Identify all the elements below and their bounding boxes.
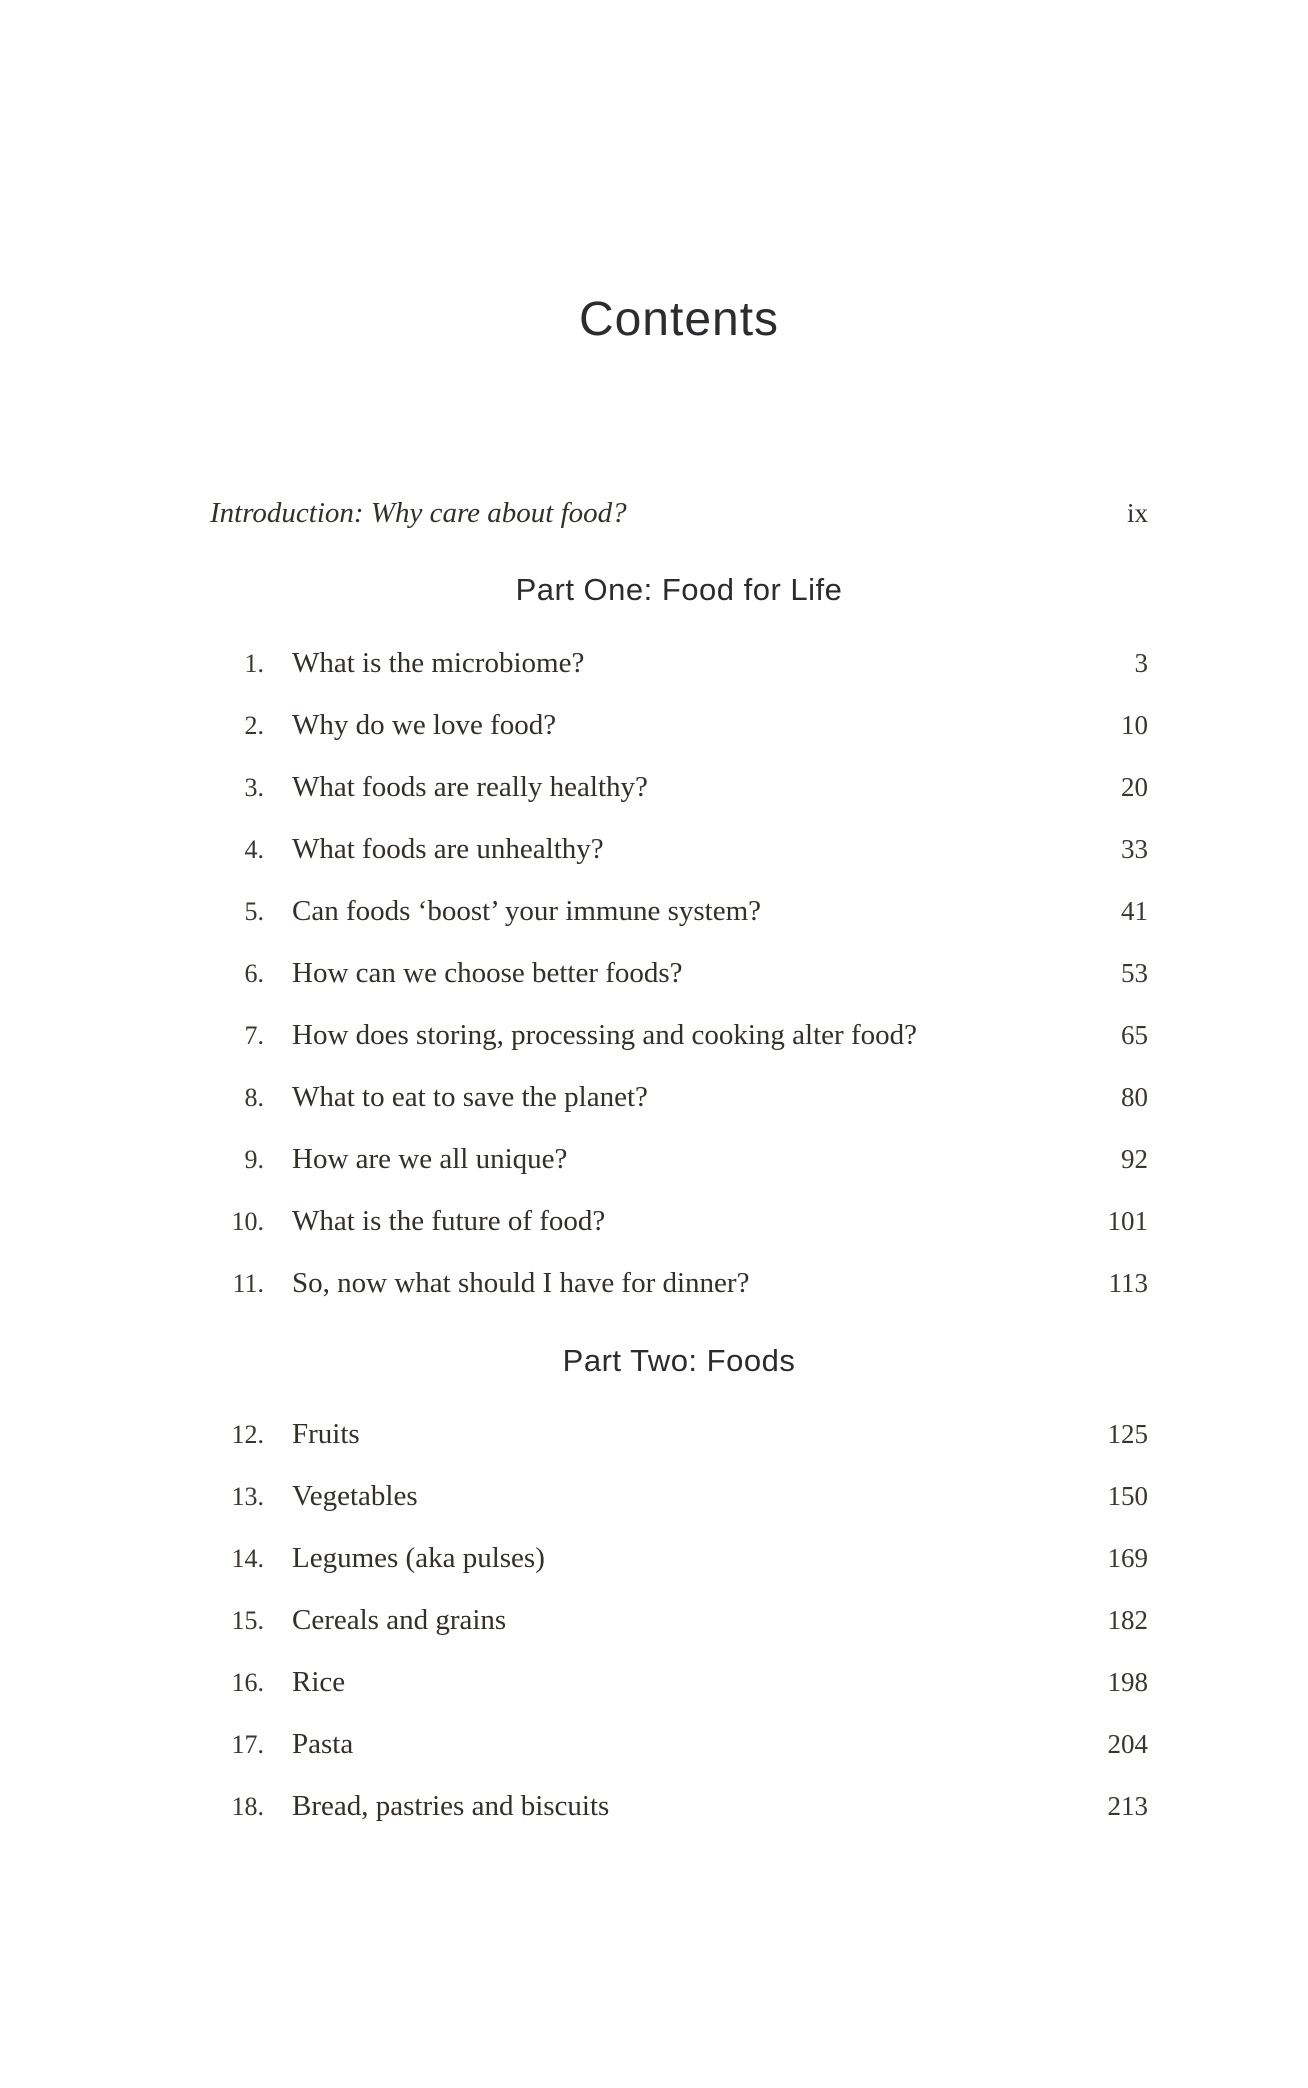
toc-entry <box>210 1665 1148 1700</box>
entry-title: Rice <box>292 1666 346 1698</box>
entry-title: Vegetables <box>292 1480 418 1512</box>
entry-number: 10. <box>231 1207 264 1236</box>
toc-entry <box>210 956 1148 991</box>
entry-number: 9. <box>244 1145 264 1174</box>
entry-page-number: 20 <box>1121 772 1148 802</box>
entry-number: 12. <box>231 1420 264 1449</box>
page-title: Contents <box>578 293 780 346</box>
toc-entry <box>210 1479 1148 1514</box>
entry-page-number: 10 <box>1121 710 1148 740</box>
part-heading: Part One: Food for Life <box>515 572 843 607</box>
toc-parts <box>210 572 1148 1824</box>
toc-entry <box>210 708 1148 743</box>
entry-number: 7. <box>244 1021 264 1050</box>
entry-title: What foods are unhealthy? <box>292 833 604 865</box>
entry-page-number: 33 <box>1121 834 1148 864</box>
toc-entry <box>210 1080 1148 1115</box>
entry-number: 14. <box>231 1544 264 1573</box>
entry-page-number: 53 <box>1121 958 1148 988</box>
entry-page-number: 113 <box>1108 1268 1148 1298</box>
toc-part <box>210 572 1148 1301</box>
entry-number: 16. <box>231 1668 264 1697</box>
entry-title: Cereals and grains <box>292 1604 507 1636</box>
entry-number: 4. <box>244 835 264 864</box>
entry-title: How are we all unique? <box>292 1143 568 1175</box>
entry-title: Bread, pastries and biscuits <box>292 1790 610 1822</box>
part-entries <box>210 1417 1148 1824</box>
entry-number: 15. <box>231 1606 264 1635</box>
entry-number: 1. <box>244 649 264 678</box>
toc-part <box>210 1343 1148 1824</box>
entry-number: 6. <box>244 959 264 988</box>
entry-number: 3. <box>244 773 264 802</box>
toc-entry <box>210 1727 1148 1762</box>
entry-page-number: 198 <box>1107 1667 1148 1697</box>
entry-number: 8. <box>244 1083 264 1112</box>
entry-title: Legumes (aka pulses) <box>292 1542 545 1574</box>
entry-title: How can we choose better foods? <box>292 957 683 989</box>
toc-entry <box>210 1789 1148 1824</box>
contents-body <box>210 292 1148 1824</box>
toc-entry <box>210 1204 1148 1239</box>
entry-page-number: 213 <box>1107 1791 1148 1821</box>
entry-page-number: 182 <box>1107 1605 1148 1635</box>
toc-entry <box>210 1417 1148 1452</box>
entry-title: Why do we love food? <box>292 709 557 741</box>
entry-title: What foods are really healthy? <box>292 771 648 803</box>
entry-number: 5. <box>244 897 264 926</box>
entry-page-number: 101 <box>1107 1206 1148 1236</box>
entry-number: 18. <box>231 1792 264 1821</box>
entry-title: How does storing, processing and cooking alter food? <box>292 1019 917 1051</box>
intro-page-number: ix <box>1126 498 1148 528</box>
toc-entry <box>210 1266 1148 1301</box>
intro-entry <box>210 497 1148 530</box>
entry-page-number: 92 <box>1121 1144 1148 1174</box>
toc-entry <box>210 1541 1148 1576</box>
entry-number: 13. <box>231 1482 264 1511</box>
entry-page-number: 125 <box>1107 1419 1148 1449</box>
entry-page-number: 150 <box>1107 1481 1148 1511</box>
entry-page-number: 169 <box>1107 1543 1148 1573</box>
toc-entry <box>210 832 1148 867</box>
entry-page-number: 204 <box>1107 1729 1148 1759</box>
entry-page-number: 3 <box>1134 648 1148 678</box>
entry-title: Fruits <box>292 1418 360 1450</box>
entry-title: So, now what should I have for dinner? <box>292 1267 750 1299</box>
entry-title: What is the future of food? <box>292 1205 606 1237</box>
entry-title: What is the microbiome? <box>292 647 585 679</box>
entry-page-number: 41 <box>1121 896 1148 926</box>
toc-entry <box>210 646 1148 681</box>
toc-entry <box>210 770 1148 805</box>
toc-entry <box>210 894 1148 929</box>
entry-number: 2. <box>244 711 264 740</box>
entry-number: 11. <box>232 1269 264 1298</box>
part-entries <box>210 646 1148 1301</box>
part-heading: Part Two: Foods <box>562 1343 796 1378</box>
entry-page-number: 80 <box>1121 1082 1148 1112</box>
entry-title: What to eat to save the planet? <box>292 1081 648 1113</box>
entry-page-number: 65 <box>1121 1020 1148 1050</box>
entry-title: Pasta <box>292 1728 354 1760</box>
entry-title: Can foods ‘boost’ your immune system? <box>292 895 762 927</box>
intro-label: Introduction: Why care about food? <box>210 497 627 529</box>
toc-entry <box>210 1603 1148 1638</box>
entry-number: 17. <box>231 1730 264 1759</box>
toc-entry <box>210 1142 1148 1177</box>
toc-entry <box>210 1018 1148 1053</box>
